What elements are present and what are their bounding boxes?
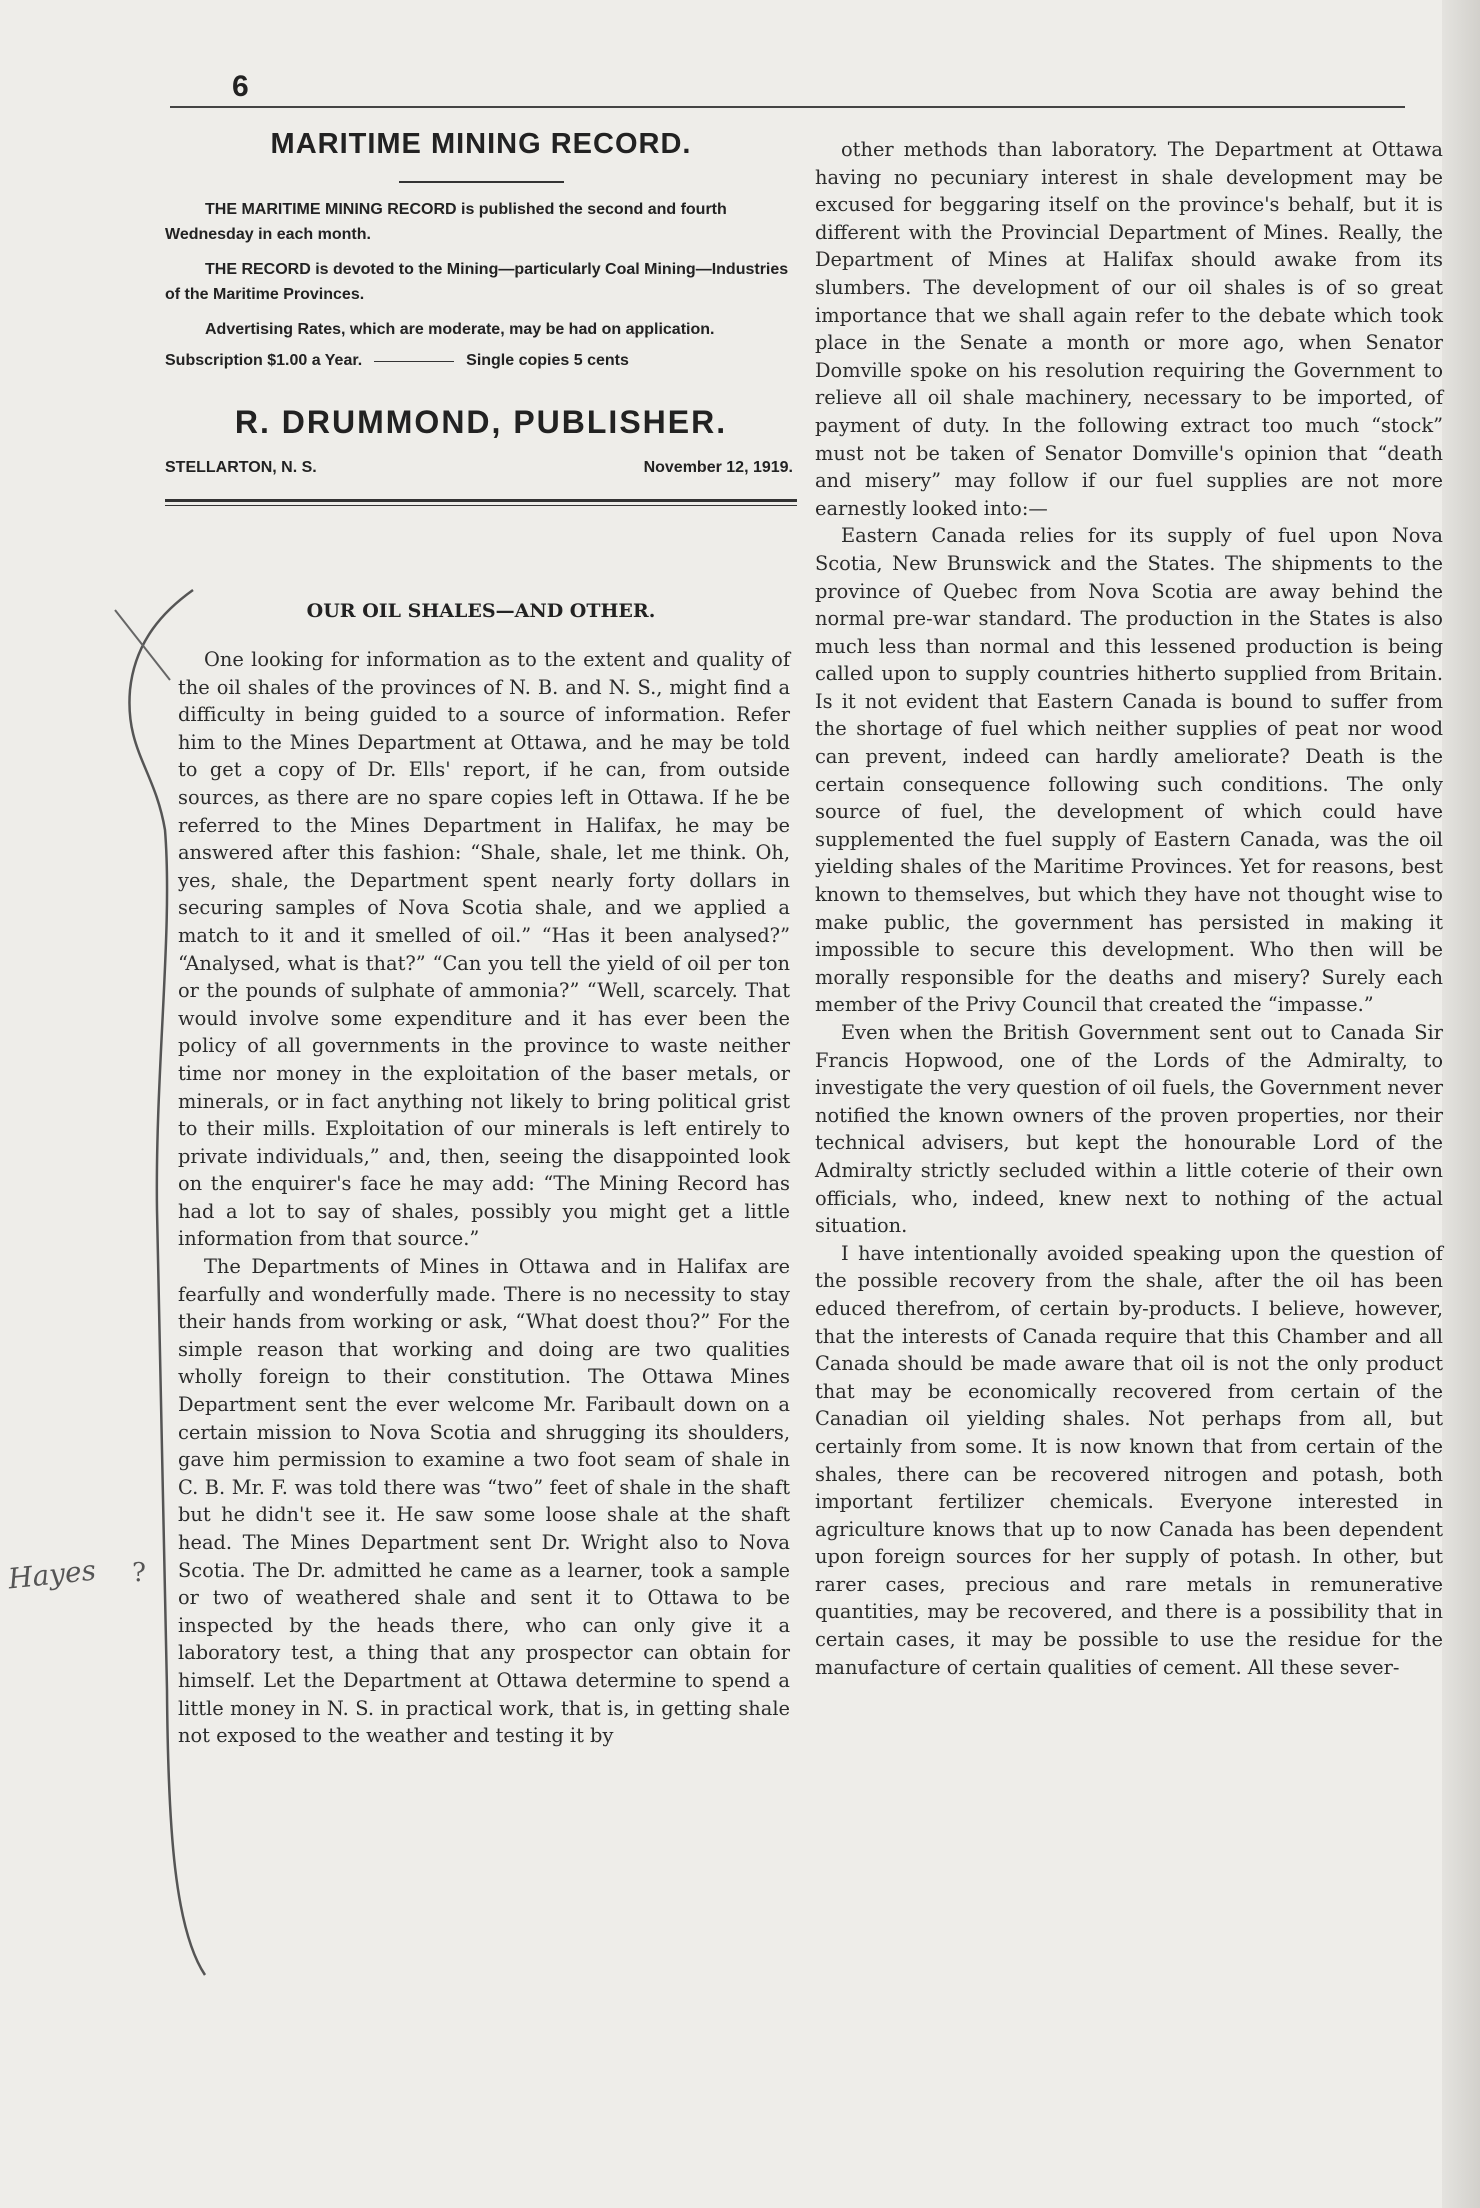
article-paragraph: I have intentionally avoided speaking upon the question of the possible recovery from the shale, after the oil has been educed therefrom, of certain by-products. I believe, however, that the interests of Canada require that this Chamber and all Canada should be made aware that oil is not the only product that may be economically recovered from certain of the Canadian oil yielding shales. Not perhaps from all, but certainly from some. It is now known that from certain of the shales, there can be recovered nitrogen and potash, both important fertilizer chemicals. Everyone interested in agriculture knows that up to now Canada has been dependent upon foreign sources for her supply of potash. In other, but rarer cases, precious and rare metals in remunerative quantities, may be recovered, and there is a possibility that in certain cases, it may be possible to use the residue for the manufacture of certain qualities of cement. All these sever-: [815, 1241, 1443, 1679]
article-paragraph: One looking for information as to the extent and quality of the oil shales of the provinces of N. B. and N. S., might find a difficulty in being guided to a source of information. Refer him to the Mines Department at Ottawa, and he may be told to get a copy of Dr. Ells' report, if he can, from outside sources, as there are no spare copies left in Ottawa. If he be referred to the Mines Department in Halifax, he may be answered after this fashion: “Shale, shale, let me think. Oh, yes, shale, the Department spent nearly forty dollars in securing samples of Nova Scotia shale, and we applied a match to it and it smelled of oil.” “Has it been analysed?” “Analysed, what is that?” “Can you tell the yield of oil per ton or the pounds of sulphate of ammonia?” “Well, scarcely. That would involve some expenditure and it has ever been the policy of all governments in the province to waste neither time nor money in the exploitation of the baser metals, or minerals, or in fact anything not likely to bring political grist to their mills. Exploitation of our minerals is left entirely to private individuals,” and, then, seeing the disappointed look on the enquirer's face he may add: “The Mining Record has had a lot to say of shales, possibly you might get a little information from that source.”: [178, 648, 790, 1251]
devotion-note: THE RECORD is devoted to the Mining—particularly Coal Mining—Industries of the Maritime Provinces.: [165, 261, 789, 303]
title-divider: [399, 181, 564, 183]
article-title: OUR OIL SHALES—AND OTHER.: [306, 600, 656, 622]
dateline: [165, 459, 793, 477]
publishing-note: THE MARITIME MINING RECORD is published the second and fourth Wednesday in each month.: [165, 201, 727, 243]
masthead-double-rule: [165, 499, 797, 506]
single-copy-price: Single copies 5 cents: [466, 352, 629, 369]
article-paragraph: The Departments of Mines in Ottawa and in Halifax are fearfully and wonderfully made. There is no necessity to stay their hands from working or ask, “What doest thou?” For the simple reason that working and doing are two qualities wholly foreign to their constitution. The Ottawa Mines Department sent the ever welcome Mr. Faribault down on a certain mission to Nova Scotia and shrugging its shoulders, gave him permission to examine a two foot seam of shale in C. B. Mr. F. was told there was “two” feet of shale in the shaft but he didn't see it. He saw some loose shale at the shaft head. The Mines Department sent Dr. Wright also to Nova Scotia. The Dr. admitted he came as a learner, took a sample or two of weathered shale and sent it to Ottawa to be inspected by the heads there, who can only give it a laboratory test, a thing that any prospector can obtain for himself. Let the Department at Ottawa determine to spend a little money in N. S. in practical work, that is, in getting shale not exposed to the weather and testing it by: [178, 1255, 790, 1748]
article-paragraph: Eastern Canada relies for its supply of fuel upon Nova Scotia, New Brunswick and the States. The shipments to the province of Quebec from Nova Scotia are away behind the normal pre-war standard. The production in the States is also much less than normal and this lessened production is being called upon to supply countries hitherto supplied from Britain. Is it not evident that Eastern Canada is bound to suffer from the shortage of fuel which neither supplies of peat nor wood can prevent, indeed can hardly ameliorate? Death is the certain consequence following such conditions. The only source of fuel, the development of which could have supplemented the fuel supply of Eastern Canada, was the oil yielding shales of the Maritime Provinces. Yet for reasons, best known to themselves, but which they have not thought wise to make public, the government has persisted in making it impossible to secure this development. Who then will be morally responsible for the deaths and misery? Surely each member of the Privy Council that created the “impasse.”: [815, 524, 1443, 1017]
article-column-right: [815, 136, 1443, 1681]
article-paragraph: Even when the British Government sent out to Canada Sir Francis Hopwood, one of the Lords of the Admiralty, to investigate the very question of oil fuels, the Government never notified the known owners of the proven properties, nor their technical advisers, but kept the honourable Lord of the Admiralty strictly secluded within a little coterie of their own officials, who, indeed, knew next to nothing of the actual situation.: [815, 1021, 1443, 1238]
header-rule: [170, 106, 1405, 108]
page-number: 6: [232, 70, 249, 103]
publisher-line: R. DRUMMOND, PUBLISHER.: [234, 404, 728, 440]
advertising-note: Advertising Rates, which are moderate, may be had on application.: [205, 321, 715, 338]
publication-date: November 12, 1919.: [643, 459, 793, 476]
publication-title: MARITIME MINING RECORD.: [270, 128, 692, 160]
subscription-line: [165, 352, 797, 370]
handwritten-bracket-mark: [95, 570, 215, 1990]
publication-place: STELLARTON, N. S.: [165, 459, 317, 476]
page-edge-shadow: [1442, 0, 1480, 2208]
handwritten-margin-note: Hayes: [6, 1553, 98, 1596]
subscription-price: Subscription $1.00 a Year.: [165, 352, 363, 369]
handwritten-question-mark: ?: [132, 1558, 146, 1588]
article-column-left: [178, 646, 790, 1750]
article-paragraph: other methods than laboratory. The Department at Ottawa having no pecuniary interest in shale development may be excused for beggaring itself on the province's behalf, but it is different with the Provincial Department of Mines. Really, the Department of Mines at Halifax should awake from its slumbers. The development of our oil shales is of so great importance that we shall again refer to the debate which took place in the Senate a month or more ago, when Senator Domville spoke on his resolution requiring the Government to relieve all oil shale machinery, necessary to be imported, of payment of duty. In the following extract too much “stock” must not be taken of Senator Domville's opinion that “death and misery” may follow if our fuel supplies are not more earnestly looked into:—: [815, 138, 1443, 520]
subscription-dash: [374, 361, 454, 362]
masthead: [165, 120, 797, 506]
